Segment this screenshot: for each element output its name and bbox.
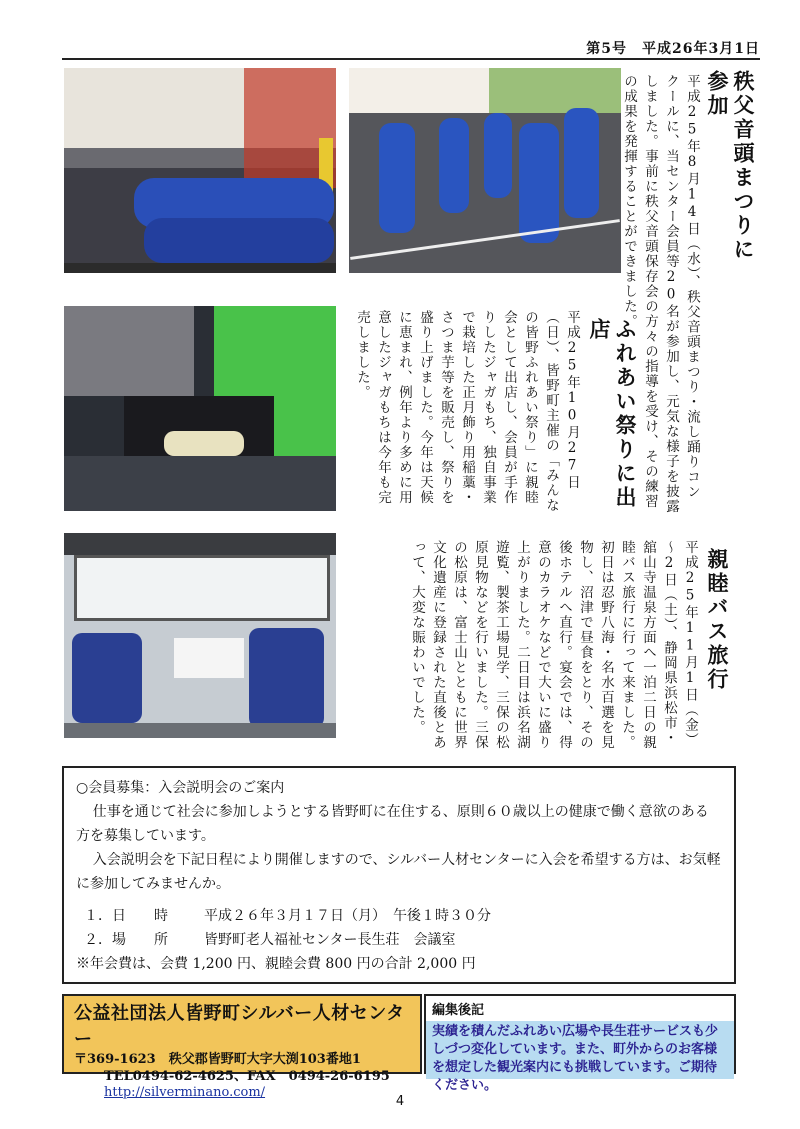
photo-street-dancers — [349, 68, 621, 273]
issue-date: 第5号 平成26年3月1日 — [586, 41, 760, 57]
org-website-link[interactable]: http://silverminano.com/ — [104, 1085, 266, 1100]
notice-date-value: 平成２６年３月１７日（月） 午後１時３０分 — [204, 908, 491, 924]
notice-date-label: １．日 時 — [84, 908, 168, 924]
section2-body: 平成25年10月27日（日）、皆野町主催の「みんなの皆野ふれあい祭り」に親睦会として出店し、会員が手作りしたジャガもち、独自事業で栽培した正月飾り用稲藁・さつま芋等を販売し、祭りを盛り上げました。今年は天候に恵まれ、例年より多めに用意したジャガもちは今年も完売しました。 — [354, 310, 580, 514]
editor-note-body: 実績を積んだふれあい広場や長生荘サービスも少しづつ変化しています。また、町外からのお客様を想定した観光案内にも挑戦しています。ご期待ください。 — [426, 1021, 734, 1079]
section1-title: 秩父音頭まつりに参加 — [705, 70, 756, 262]
org-phone: TEL0494-62-4625、FAX 0494-26-6195 — [104, 1069, 390, 1084]
header-rule — [62, 58, 760, 60]
editor-note-box — [424, 994, 736, 1093]
section2-title: ふれあい祭りに出店 — [587, 318, 638, 510]
notice-place-label: ２．場 所 — [84, 932, 168, 948]
photo-festival-group — [64, 68, 336, 273]
page-number: 4 — [395, 1094, 405, 1109]
notice-place-value: 皆野町老人福祉センター長生荘 会議室 — [204, 932, 456, 948]
section1-body: 平成25年8月14日（水）、秩父音頭まつり・流し踊りコンクールに、当センター会員等20名が参加し、元気な様子を披露しました。事前に秩父音頭保存会の方々の指導を受け、その練習の成果を発揮することができました。 — [621, 74, 700, 514]
notice-fee: ※年会費は、会費 1,200 円、親睦会費 800 円の合計 2,000 円 — [76, 956, 476, 972]
section3-title: 親睦バス旅行 — [705, 548, 730, 692]
org-name: 公益社団法人皆野町シルバー人材センター — [74, 1003, 405, 1050]
photo-bus-interior — [64, 533, 336, 738]
notice-heading: ○会員募集：入会説明会のご案内 — [76, 780, 285, 796]
notice-para2: 入会説明会を下記日程により開催しますので、シルバー人材センターに入会を希望する方は、お気軽に参加してみませんか。 — [76, 852, 721, 892]
org-address: 〒369-1623 秩父郡皆野町大字大渕103番地1 — [74, 1052, 361, 1067]
org-contact-box — [62, 994, 422, 1100]
photo-food-stall — [64, 306, 336, 511]
section3-body: 平成25年11月1日（金）～2日（土）、静岡県浜松市・舘山寺温泉方面へ一泊二日の親睦バス旅行に行って来ました。初日は忍野八海・名水百選を見物し、沼津で昼食をとり、その後ホテルへ直行。宴会では、得意のカラオケなどで大いに盛り上がりました。二日目は浜名湖遊覧、製茶工場見学、三保の松原見物などを行いました。三保の松原は、富士山とともに世界文化遺産に登録された直後とあって、大変な賑わいでした。 — [409, 540, 698, 750]
editor-note-heading: 編集後記 — [432, 1003, 485, 1018]
notice-para1: 仕事を通じて社会に参加しようとする皆野町に在住する、原則６０歳以上の健康で働く意欲のある方を募集しています。 — [76, 804, 709, 844]
membership-notice — [62, 766, 736, 984]
